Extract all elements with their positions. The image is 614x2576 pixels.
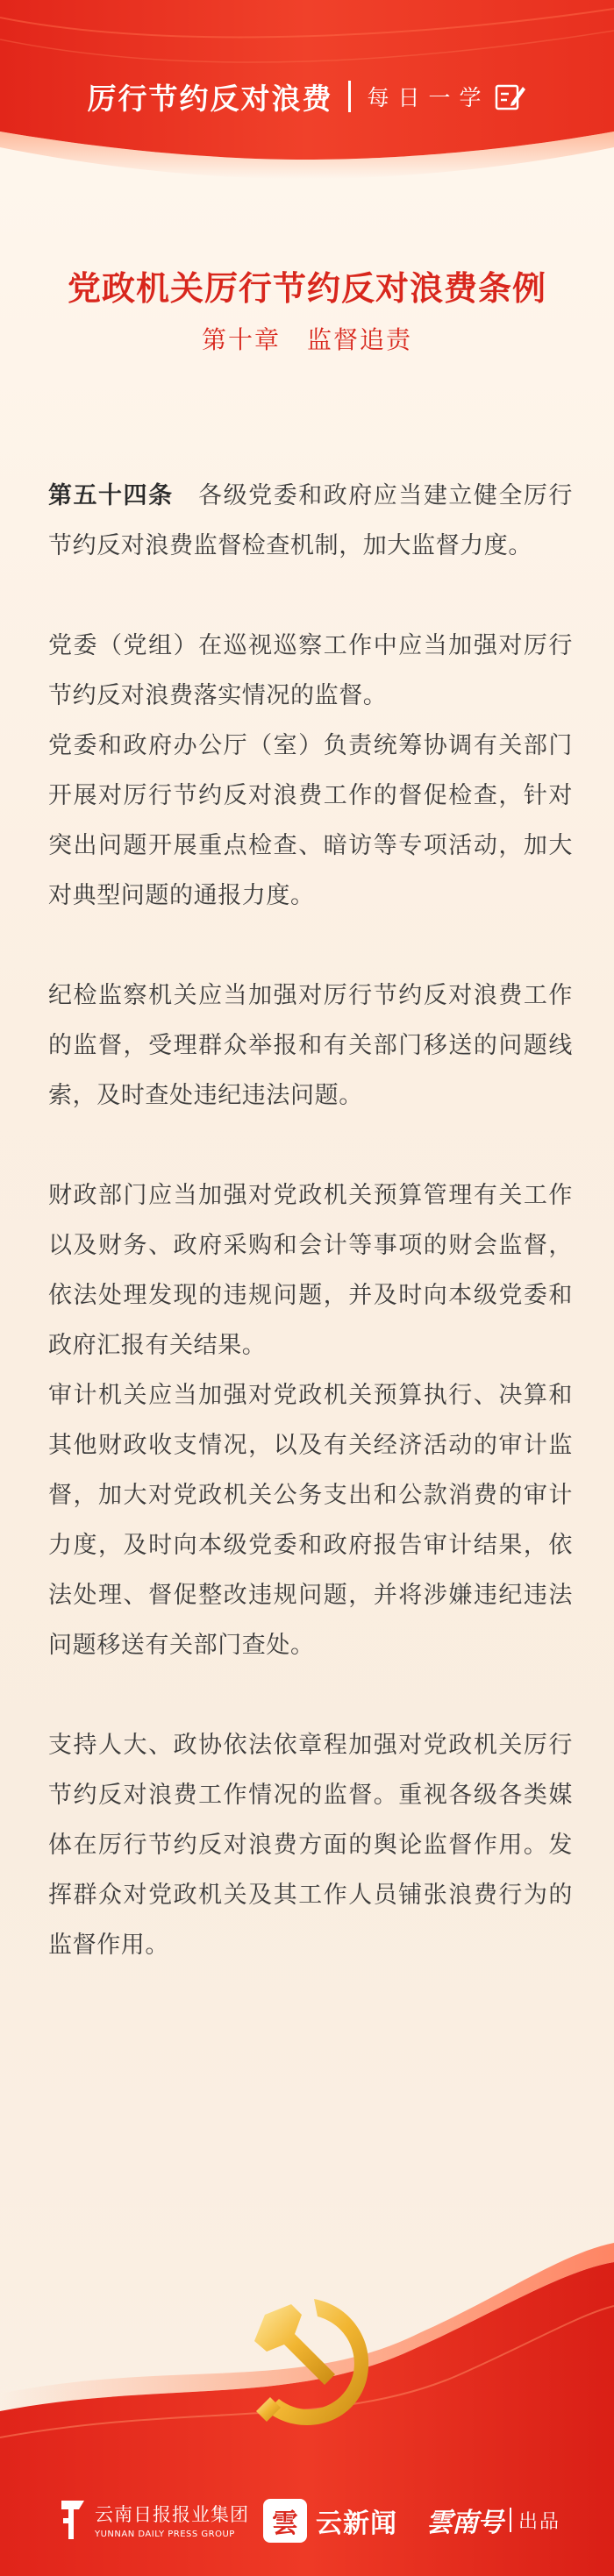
yunnan-daily-english: YUNNAN DAILY PRESS GROUP xyxy=(95,2530,235,2539)
footer xyxy=(0,2227,614,2576)
yun-news-name: 云新闻 xyxy=(316,2508,397,2539)
header-daily-label: 每日一学 xyxy=(367,85,490,110)
article-content xyxy=(48,471,573,2020)
chapter-number: 第十章 xyxy=(201,325,281,354)
yunnan-daily-mark-icon xyxy=(58,2497,88,2543)
article-paragraph-3: 党委和政府办公厅（室）负责统筹协调有关部门开展对厉行节约反对浪费工作的督促检查，针对突出问题开展重点检查、暗访等专项活动，加大对典型问题的通报力度。 xyxy=(48,732,573,909)
article-label: 第五十四条 xyxy=(48,482,174,509)
header-banner xyxy=(0,0,614,219)
article-paragraph-1 xyxy=(48,471,573,571)
article-paragraph-7: 支持人大、政协依法依章程加强对党政机关厉行节约反对浪费工作情况的监督。重视各级各类媒体在厉行节约反对浪费方面的舆论监督作用。发挥群众对党政机关及其工作人员铺张浪费行为的监督作用。 xyxy=(48,1732,573,1959)
article-paragraph-4: 纪检监察机关应当加强对厉行节约反对浪费工作的监督，受理群众举报和有关部门移送的问题线索，及时查处违纪违法问题。 xyxy=(48,982,573,1109)
footer-logos xyxy=(0,2480,614,2576)
yunnan-daily-logo xyxy=(58,2497,249,2543)
yunnan-daily-name: 云南日报报业集团 xyxy=(95,2504,249,2525)
article-paragraph-6: 审计机关应当加强对党政机关预算执行、决算和其他财政收支情况，以及有关经济活动的审计监督，加大对党政机关公务支出和公款消费的审计力度，及时向本级党委和政府报告审计结果，依法处理、督促整改违规问题，并将涉嫌违纪违法问题移送有关部门查处。 xyxy=(48,1382,573,1659)
yun-news-logo xyxy=(263,2499,397,2543)
header-divider xyxy=(348,81,351,112)
footer-separator xyxy=(510,2508,511,2532)
pen-note-icon xyxy=(494,80,527,113)
chapter-subtitle xyxy=(0,321,614,356)
header-title-row xyxy=(0,70,614,123)
yun-news-badge: 雲 xyxy=(263,2499,307,2543)
article-text-1: 各级党委和政府应当建立健全厉行节约反对浪费监督检查机制，加大监督力度。 xyxy=(48,482,574,559)
article-paragraph-2: 党委（党组）在巡视巡察工作中应当加强对厉行节约反对浪费落实情况的监督。 xyxy=(48,632,573,709)
party-emblem-icon xyxy=(230,2280,388,2437)
document-title: 党政机关厉行节约反对浪费条例 xyxy=(67,268,546,308)
produced-by-label: 出品 xyxy=(518,2510,561,2533)
yunnan-hao-logo xyxy=(426,2501,560,2539)
header-title: 厉行节约反对浪费 xyxy=(87,81,333,116)
chapter-title: 监督追责 xyxy=(307,325,413,354)
article-paragraph-5: 财政部门应当加强对党政机关预算管理有关工作以及财务、政府采购和会计等事项的财会监督，依法处理发现的违规问题，并及时向本级党委和政府汇报有关结果。 xyxy=(48,1182,573,1359)
yunnan-hao-name: 雲南号 xyxy=(426,2508,503,2538)
